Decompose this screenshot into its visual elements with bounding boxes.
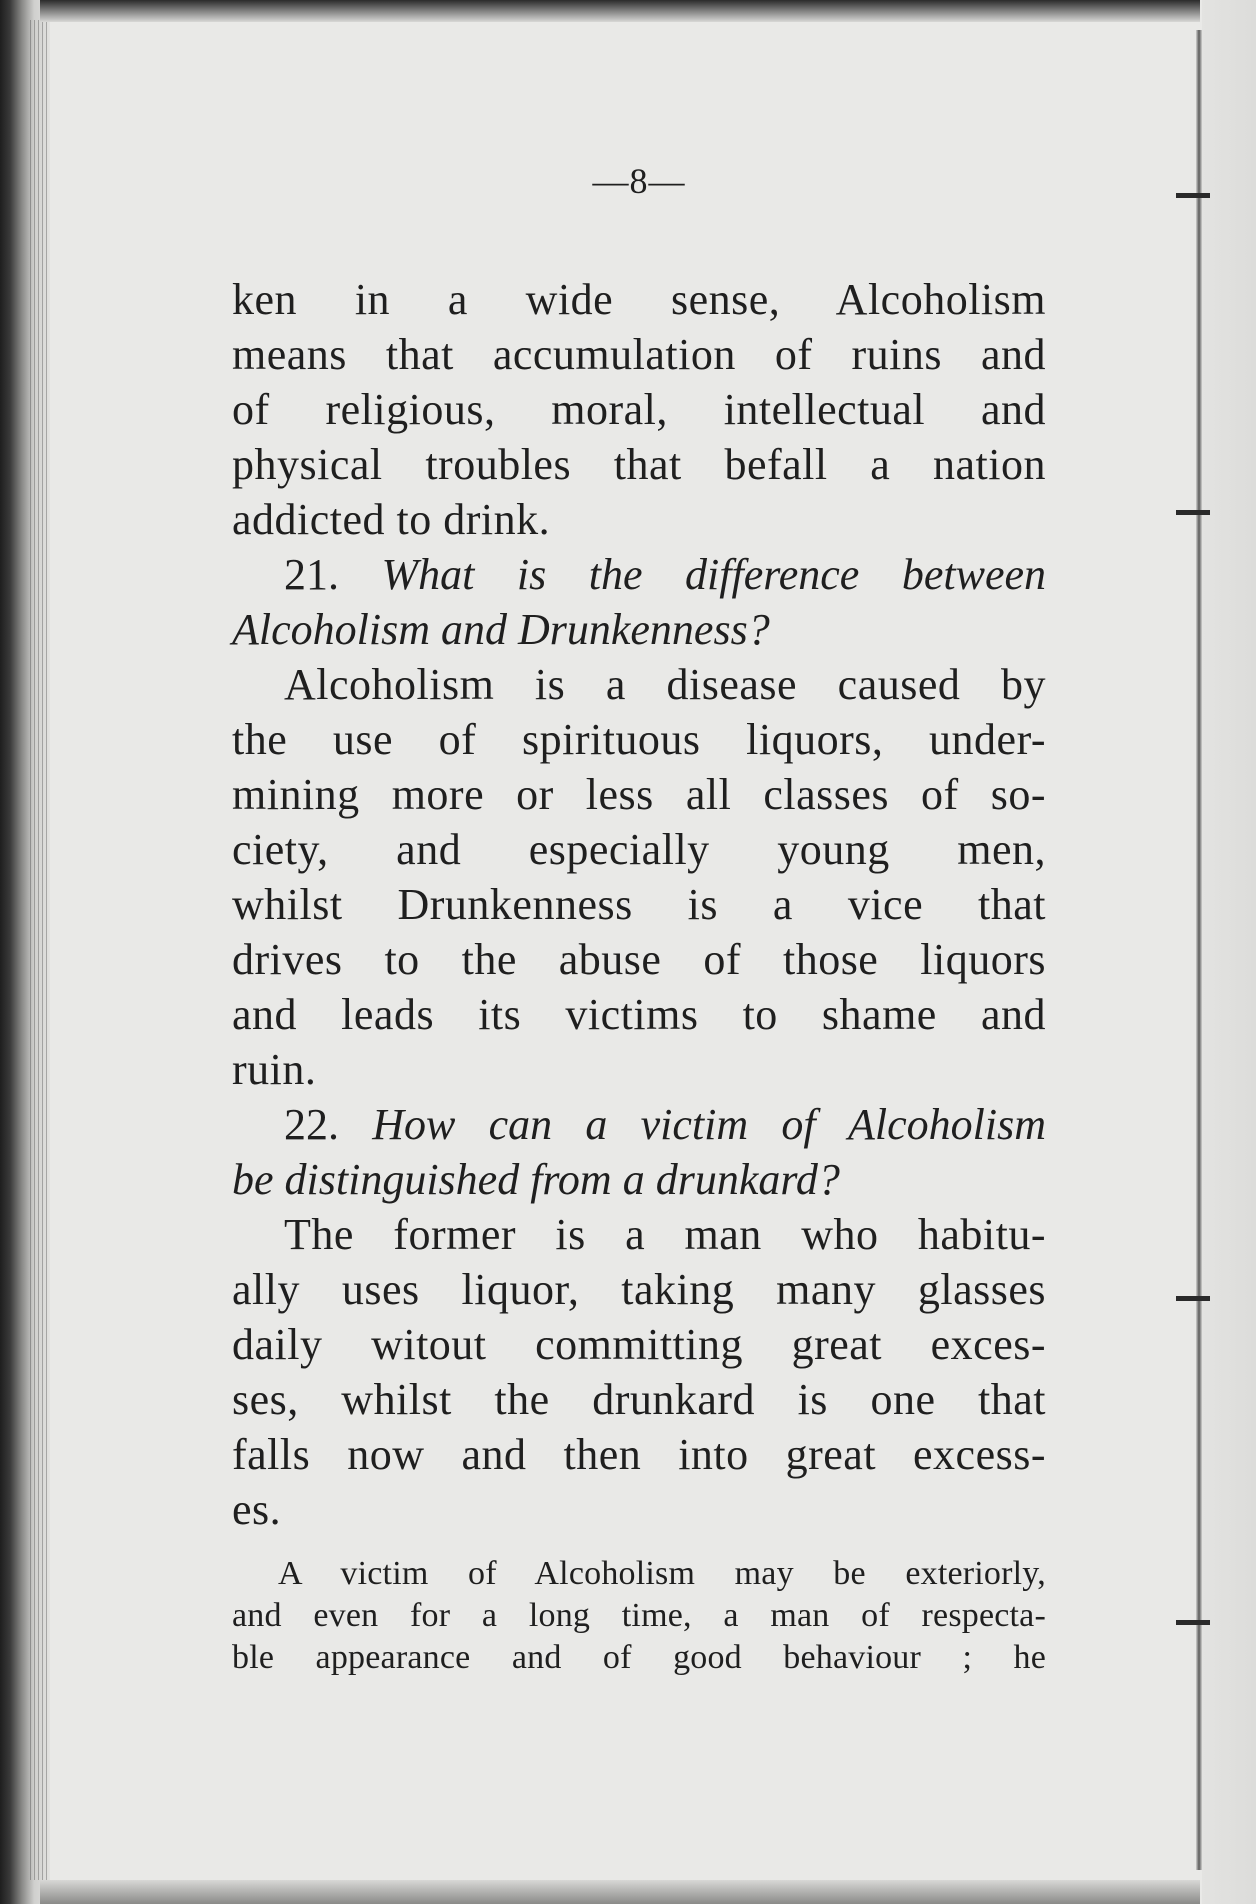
bottom-shadow bbox=[40, 1880, 1200, 1904]
question-text: What is the difference between bbox=[381, 550, 1046, 599]
text-line: Alcoholism is a disease caused by bbox=[284, 660, 1046, 709]
question-21 bbox=[232, 547, 1046, 657]
answer-22 bbox=[232, 1207, 1046, 1537]
text-line: mining more or less all classes of so- bbox=[232, 770, 1046, 819]
page-stack-lines bbox=[30, 20, 50, 1880]
text-line: the use of spirituous liquors, under- bbox=[232, 715, 1046, 764]
text-line: ken in a wide sense, Alcoholism bbox=[232, 275, 1046, 324]
right-strip bbox=[1202, 0, 1256, 1904]
paragraph-continuation bbox=[232, 272, 1046, 547]
note-line: and even for a long time, a man of respecta- bbox=[232, 1597, 1046, 1634]
answer-21 bbox=[232, 657, 1046, 1097]
question-line bbox=[232, 547, 1046, 602]
text-line: ruin. bbox=[232, 1045, 317, 1094]
question-text: How can a victim of Alcoholism bbox=[372, 1100, 1047, 1149]
text-block bbox=[232, 160, 1046, 1713]
text-line: addicted to drink. bbox=[232, 495, 551, 544]
text-line: drives to the abuse of those liquors bbox=[232, 935, 1046, 984]
footnote-paragraph bbox=[232, 1553, 1046, 1679]
text-line: daily witout committing great exces- bbox=[232, 1320, 1046, 1369]
binding-mark bbox=[1176, 510, 1210, 515]
note-line: ble appearance and of good behaviour ; he bbox=[232, 1639, 1046, 1676]
right-binding bbox=[1196, 30, 1202, 1870]
question-number: 22. bbox=[284, 1100, 339, 1149]
text-line: whilst Drunkenness is a vice that bbox=[232, 880, 1046, 929]
question-line: Alcoholism and Drunkenness? bbox=[232, 605, 770, 654]
text-line: ciety, and especially young men, bbox=[232, 825, 1046, 874]
text-line: falls now and then into great excess- bbox=[232, 1430, 1046, 1479]
text-line: es. bbox=[232, 1485, 282, 1534]
page-top-shadow bbox=[40, 0, 1200, 22]
page-number: —8— bbox=[592, 161, 686, 201]
question-number: 21. bbox=[284, 550, 339, 599]
question-line: be distinguished from a drunkard? bbox=[232, 1155, 840, 1204]
text-line: ses, whilst the drunkard is one that bbox=[232, 1375, 1046, 1424]
binding-mark bbox=[1176, 1620, 1210, 1625]
text-line: The former is a man who habitu- bbox=[284, 1210, 1046, 1259]
question-22 bbox=[232, 1097, 1046, 1207]
text-line: and leads its victims to shame and bbox=[232, 990, 1046, 1039]
question-line bbox=[232, 1097, 1046, 1152]
text-line: physical troubles that befall a nation bbox=[232, 440, 1046, 489]
binding-mark bbox=[1176, 193, 1210, 198]
note-line: A victim of Alcoholism may be exteriorly, bbox=[278, 1555, 1046, 1592]
text-line: of religious, moral, intellectual and bbox=[232, 385, 1046, 434]
binding-mark bbox=[1176, 1296, 1210, 1301]
text-line: ally uses liquor, taking many glasses bbox=[232, 1265, 1046, 1314]
text-line: means that accumulation of ruins and bbox=[232, 330, 1046, 379]
